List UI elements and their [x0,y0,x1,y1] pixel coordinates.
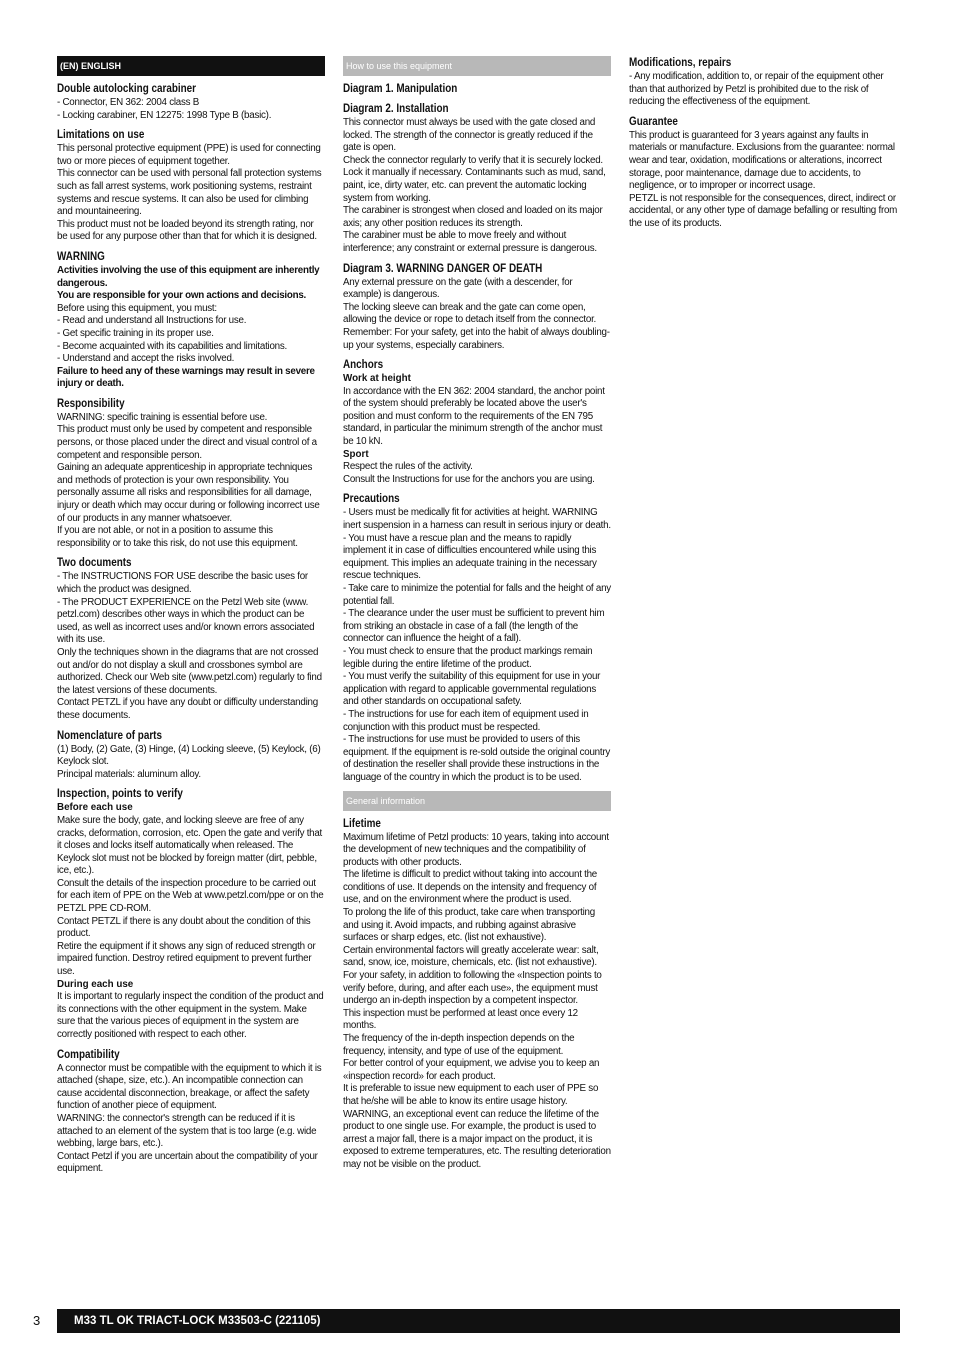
paragraph: - Become acquainted with its capabilities and limitations. [57,340,288,352]
paragraph: (1) Body, (2) Gate, (3) Hinge, (4) Locking sleeve, (5) Keylock, (6) Keylock slot. [57,743,321,768]
paragraph: The carabiner is strongest when closed and loaded on its major axis; any other position reduces its strength. [343,205,603,229]
section-diagram-2-installation [343,102,611,256]
section-lifetime [343,817,611,1172]
paragraph: WARNING: specific training is essential before use. [57,411,268,423]
paragraph: - Take care to minimize the potential for falls and the height of any potential fall. [343,583,611,607]
paragraph: This product is guaranteed for 3 years against any faults in materials or manufacture. Exclusions from the guarantee: normal wear and tear, oxidation, modifications or alterations, incorrect storage, poor maintenance, damage due to accidents, to negligence, or to improper or incorrect usage. [629,129,895,192]
paragraph: Only the techniques shown in the diagrams that are not crossed out and/or do not display a skull and crossbones symbol are authorized. Check our Web site (www.petzl.com) regularly to find the latest versions of these documents. [57,646,322,696]
bold-paragraph: Activities involving the use of this equipment are inherently dangerous. [57,264,320,289]
section-precautions [343,492,611,784]
paragraph: - Get specific training in its proper use. [57,327,214,339]
paragraph: Check the connector regularly to verify that it is securely locked. Lock it manually if necessary. Contaminants such as mud, sand, paint, ice, dirty water, etc. can prevent the automatic locking system from working. [343,154,606,204]
paragraph: This personal protective equipment (PPE) is used for connecting two or more pieces of equipment together. [57,143,321,167]
section-two-documents [57,556,325,722]
paragraph: This connector must always be used with the gate closed and locked. The strength of the connector is greatly reduced if the gate is open. [343,117,596,154]
paragraph: Consult the details of the inspection procedure to be carried out for each item of PPE on the Web at www.petzl.com/ppe or on the PETZL PPE CD-ROM. [57,877,324,915]
section-heading: Two documents [57,557,132,570]
paragraph: Maximum lifetime of Petzl products: 10 years, taking into account the development of new techniques and the compatibility of products with other products. [343,831,609,868]
paragraph: Before using this equipment, you must: [57,302,217,314]
section-limitations-on-use [57,128,325,244]
paragraph: This product must only be used by competent and responsible persons, or those placed under the direct and visual control of a competent and responsible person. [57,424,317,461]
paragraph: - Connector, EN 362: 2004 class B [57,97,200,108]
column-1 [57,56,325,1182]
section-band-general-information: General information [343,791,611,811]
paragraph: The carabiner must be able to move freely and without interference; any constraint or external pressure is dangerous. [343,230,597,254]
section-band-en-english: (EN) ENGLISH [57,56,325,76]
paragraph: If you are not able, or not in a position to assume this responsibility or to take this risk, do not use this equipment. [57,525,298,549]
paragraph: For better control of your equipment, we advise you to keep an «inspection record» for each product. [343,1058,600,1082]
paragraph: Make sure the body, gate, and locking sleeve are free of any cracks, deformation, corrosion, etc. Open the gate and verify that it closes and locks itself automatically when released. The Keylock slot must not be blocked by foreign matter (dirt, pebble, ice, etc.). [57,814,323,877]
paragraph: The locking sleeve can break and the gate can come open, allowing the device or rope to detach itself from the connector. [343,301,597,326]
section-heading: Responsibility [57,397,125,410]
subheading: Before each use [57,802,133,814]
paragraph: The lifetime is difficult to predict without taking into account the conditions of use. It depends on the intensity and frequency of use, and on the environment where the product is used. [343,869,598,906]
section-compatibility [57,1048,325,1176]
paragraph: WARNING, an exceptional event can reduce the lifetime of the product to one single use. For example, the product is used to arrest a major fall, there is a major impact on the product, it is exposed to extreme temperatures, etc. The resulting deterioration may not be visible on the product. [343,1108,611,1170]
section-guarantee [629,115,899,231]
paragraph: - The PRODUCT EXPERIENCE on the Petzl Web site (www. petzl.com) describes other ways in which the product can be used, as well as incorrect uses and/or known errors associated with its use. [57,596,315,646]
subheading: Work at height [343,373,411,385]
paragraph: Contact PETZL if there is any doubt about the condition of this product. [57,915,311,940]
footer-bar [57,1309,900,1333]
section-heading: Limitations on use [57,129,145,142]
column-3 [629,56,899,237]
section-anchors [343,358,611,486]
paragraph: In accordance with the EN 362: 2004 standard, the anchor point of the system should preferably be located above the user's position and must conform to the requirements of the EN 795 standard, in particular the minimum strength of the anchor must be 10 kN. [343,385,605,448]
paragraph: The frequency of the in-depth inspection depends on the frequency, intensity, and type of use of the equipment. [343,1033,575,1057]
paragraph: Consult the Instructions for use for the anchors you are using. [343,473,595,485]
paragraph: Contact Petzl if you are uncertain about the compatibility of your equipment. [57,1150,318,1175]
paragraph: - You must check to ensure that the product markings remain legible during the entire lifetime of the product. [343,645,593,670]
paragraph: This inspection must be performed at least once every 12 months. [343,1007,578,1032]
paragraph: A connector must be compatible with the equipment to which it is attached (shape, size, etc.). An incompatible connection can cause accidental disconnection, breakage, or affect the safety function of another piece of equipment. [57,1062,322,1112]
paragraph: - The instructions for use must be provided to users of this equipment. If the equipment is re-sold outside the original country of destination the reseller shall provide these instructions in the language of the country in which the product is to be used. [343,734,610,783]
paragraph: - Locking carabiner, EN 12275: 1998 Type B (basic). [57,109,272,121]
paragraph: Certain environmental factors will greatly accelerate wear: salt, sand, snow, ice, moisture, chemicals, etc. (list not exhaustive). [343,944,599,969]
section-double-autolocking-carabiner [57,82,325,122]
paragraph: - The clearance under the user must be sufficient to prevent him from striking an obstacle in case of a fall (the length of the connector can influence the height of a fall). [343,608,605,645]
section-heading: Guarantee [629,115,678,128]
paragraph: Any external pressure on the gate (with a descender, for example) is dangerous. [343,276,573,301]
paragraph: - The INSTRUCTIONS FOR USE describe the basic uses for which the product was designed. [57,571,308,595]
section-warning [57,250,325,391]
paragraph: This connector can be used with personal fall protection systems such as fall arrest systems, work positioning systems, restraint systems and rescue systems. It can also be used for climbing and mountaineering. [57,168,322,218]
section-heading: Modifications, repairs [629,57,732,69]
bold-paragraph: Failure to heed any of these warnings may result in severe injury or death. [57,365,315,390]
section-nomenclature-of-parts [57,729,325,782]
bold-paragraph: You are responsible for your own actions and decisions. [57,290,307,302]
section-diagram-3-warning-danger-of-death [343,262,611,353]
section-heading: Compatibility [57,1048,120,1061]
paragraph: - Read and understand all Instructions for use. [57,315,247,327]
section-diagram-1-manipulation [343,82,611,96]
section-heading: Nomenclature of parts [57,729,162,742]
paragraph: - You must verify the suitability of this equipment for use in your application with regard to applicable governmental regulations and other standards on occupational safety. [343,671,601,708]
section-inspection-points-to-verify [57,787,325,1041]
subheading: Sport [343,448,369,460]
subheading: During each use [57,978,134,990]
paragraph: It is preferable to issue new equipment to each user of PPE so that he/she will be able to know its entire usage history. [343,1083,599,1107]
section-heading: Double autolocking carabiner [57,83,197,95]
section-heading: Diagram 2. Installation [343,103,449,115]
section-heading: Inspection, points to verify [57,788,183,801]
paragraph: It is important to regularly inspect the condition of the product and its connections with the other equipment in the system. Make sure that the various pieces of equipment in the system are correctly positioned with respect to each other. [57,991,324,1040]
paragraph: - The instructions for use for each item of equipment used in conjunction with this product must be respected. [343,708,589,733]
paragraph: WARNING: the connector's strength can be reduced if it is attached to an element of the system that is too large (e.g. wide webbing, large bars, etc.). [57,1112,317,1150]
footer-text: M33 TL OK TRIACT-LOCK M33503-C (221105) [74,1315,321,1327]
paragraph: Principal materials: aluminum alloy. [57,768,201,780]
paragraph: This product must not be loaded beyond its strength rating, nor be used for any purpose other than that for which it is designed. [57,218,317,243]
section-heading: Diagram 1. Manipulation [343,83,458,95]
section-heading: WARNING [57,250,105,263]
paragraph: - You must have a rescue plan and the means to rapidly implement it in case of difficulties encountered while using this equipment. This implies an adequate training in the necessary rescue techniques. [343,532,597,582]
paragraph: - Any modification, addition to, or repair of the equipment other than that authorized by Petzl is prohibited due to the risk of reducing the effectiveness of the equipment. [629,71,884,108]
section-heading: Diagram 3. WARNING DANGER OF DEATH [343,262,543,275]
section-heading: Lifetime [343,817,381,830]
column-2 [343,56,611,1178]
paragraph: Retire the equipment if it shows any sign of reduced strength or impaired function. Destroy retired equipment to prevent further use. [57,940,316,978]
paragraph: - Users must be medically fit for activities at height. WARNING inert suspension in a harness can result in serious injury or death. [343,507,611,532]
paragraph: Remember: For your safety, get into the habit of always doubling-up your systems, especially carabiners. [343,326,610,351]
paragraph: To prolong the life of this product, take care when transporting and using it. Avoid impacts, and rubbing against abrasive surfaces or sharp edges, etc. (list not exhaustive). [343,907,595,944]
section-heading: Precautions [343,493,400,506]
page-number: 3 [33,1313,41,1328]
paragraph: Respect the rules of the activity. [343,461,473,473]
paragraph: For your safety, in addition to following the «Inspection points to verify before, during, and after each use», the equipment must undergo an in-depth inspection by a competent inspector. [343,970,602,1007]
paragraph: - Understand and accept the risks involved. [57,353,235,365]
section-responsibility [57,397,325,551]
paragraph: PETZL is not responsible for the consequences, direct, indirect or accidental, or any other type of damage befalling or resulting from the use of its products. [629,192,898,229]
section-heading: Anchors [343,359,384,372]
section-modifications-repairs [629,56,899,109]
paragraph: Contact PETZL if you have any doubt or difficulty understanding these documents. [57,697,318,721]
section-band-how-to-use-this-equipment: How to use this equipment [343,56,611,76]
paragraph: Gaining an adequate apprenticeship in appropriate techniques and methods of protection is your own responsibility. You personally assume all risks and responsibilities for all damage, injury or death which may occur during or following incorrect use of our products in any manner whatsoever. [57,462,320,524]
